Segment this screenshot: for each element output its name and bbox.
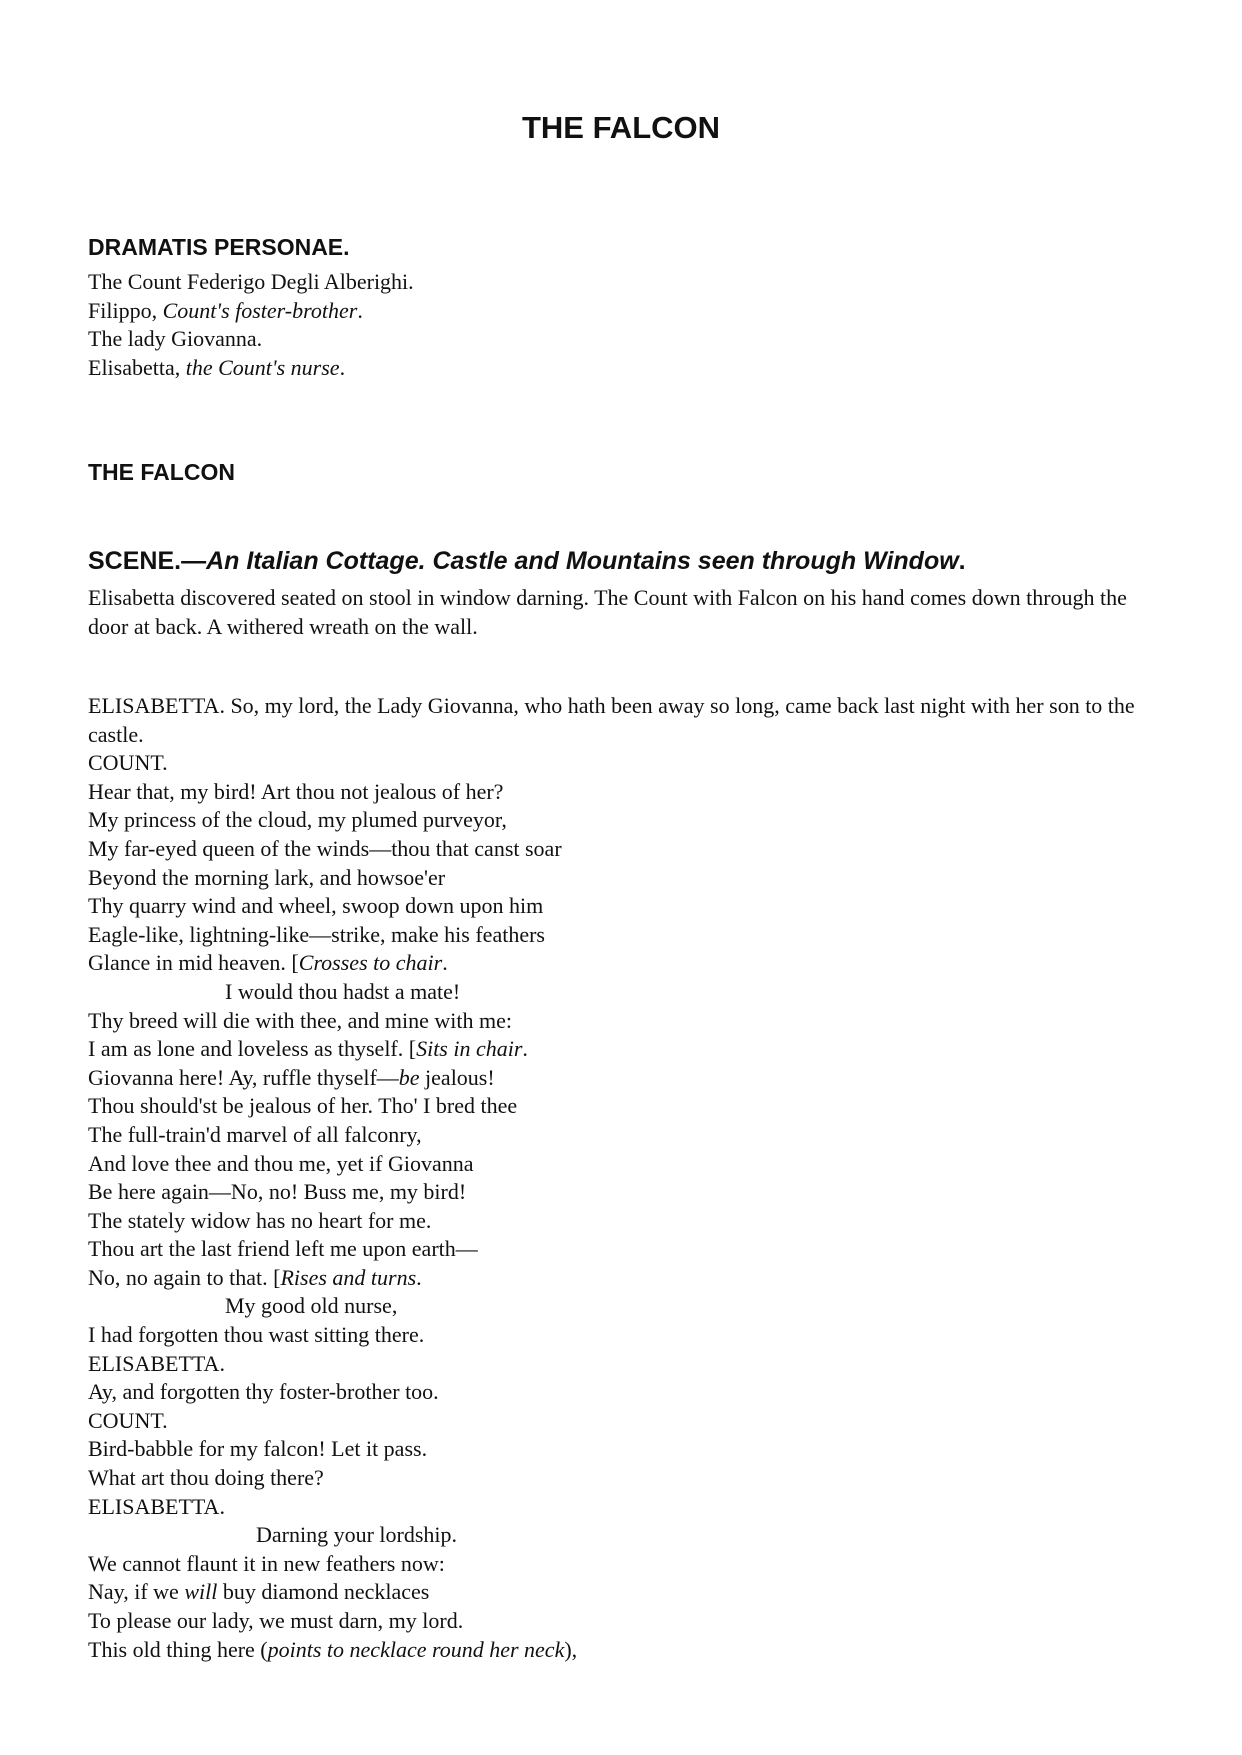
verse-line: Thy breed will die with thee, and mine with me: [88, 1007, 513, 1033]
verse-line: The stately widow has no heart for me. [88, 1207, 432, 1233]
verse-line: I would thou hadst a mate! [225, 978, 461, 1004]
verse-line: The full-train'd marvel of all falconry, [88, 1121, 422, 1147]
verse-line: Eagle-like, lightning-like—strike, make his feathers [88, 921, 545, 947]
verse-line: Glance in mid heaven. [Crosses to chair. [88, 950, 448, 976]
speech-line: ELISABETTA. So, my lord, the Lady Giovanna, who hath been away so long, came back last night with her son to the castle. [88, 693, 1135, 747]
verse-line: I am as lone and loveless as thyself. [Sits in chair. [88, 1036, 528, 1062]
verse-line: Be here again—No, no! Buss me, my bird! [88, 1179, 467, 1205]
speaker-name: ELISABETTA. [88, 1493, 225, 1519]
verse-line: Bird-babble for my falcon! Let it pass. [88, 1436, 428, 1462]
verse-line: No, no again to that. [Rises and turns. [88, 1264, 422, 1290]
verse-line: Hear that, my bird! Art thou not jealous of her? [88, 778, 504, 804]
verse-line: Thou should'st be jealous of her. Tho' I bred thee [88, 1093, 518, 1119]
section-title: THE FALCON [88, 459, 235, 485]
verse-line: To please our lady, we must darn, my lord. [88, 1608, 464, 1633]
speaker-name: COUNT. [88, 750, 168, 776]
verse-line: Darning your lordship. [256, 1522, 458, 1548]
verse-line: My princess of the cloud, my plumed purveyor, [88, 807, 507, 833]
dramatis-entry: The lady Giovanna. [88, 326, 263, 352]
verse-line: Giovanna here! Ay, ruffle thyself—be jealous! [88, 1064, 495, 1090]
dialogue [88, 692, 1168, 1664]
verse-line: Beyond the morning lark, and howsoe'er [88, 864, 446, 890]
verse-line: My far-eyed queen of the winds—thou that canst soar [88, 835, 562, 861]
speaker-name: ELISABETTA. [88, 1350, 225, 1376]
dramatis-list [88, 268, 1168, 382]
verse-line: Thou art the last friend left me upon earth— [88, 1236, 478, 1262]
verse-line: This old thing here (points to necklace round her neck), [88, 1636, 578, 1662]
verse-line: Nay, if we will buy diamond necklaces [88, 1579, 430, 1605]
verse-line: We cannot flaunt it in new feathers now: [88, 1550, 445, 1576]
scene-heading: SCENE.—An Italian Cottage. Castle and Mountains seen through Window. [88, 547, 966, 575]
verse-line: Thy quarry wind and wheel, swoop down upon him [88, 893, 544, 919]
dramatis-entry: Filippo, Count's foster-brother. [88, 297, 363, 323]
verse-line: What art thou doing there? [88, 1465, 324, 1491]
dramatis-entry: The Count Federigo Degli Alberighi. [88, 269, 414, 294]
verse-line: And love thee and thou me, yet if Giovanna [88, 1150, 474, 1176]
speaker-name: COUNT. [88, 1407, 168, 1433]
stage-direction: Elisabetta discovered seated on stool in window darning. The Count with Falcon on his hand comes down through the door at back. A withered wreath on the wall. [88, 585, 1127, 639]
verse-line: Ay, and forgotten thy foster-brother too. [88, 1379, 439, 1405]
dramatis-entry: Elisabetta, the Count's nurse. [88, 354, 346, 380]
dramatis-heading: DRAMATIS PERSONAE. [88, 234, 350, 260]
verse-line: I had forgotten thou wast sitting there. [88, 1322, 425, 1348]
page-title: THE FALCON [521, 110, 721, 145]
verse-line: My good old nurse, [225, 1293, 398, 1319]
